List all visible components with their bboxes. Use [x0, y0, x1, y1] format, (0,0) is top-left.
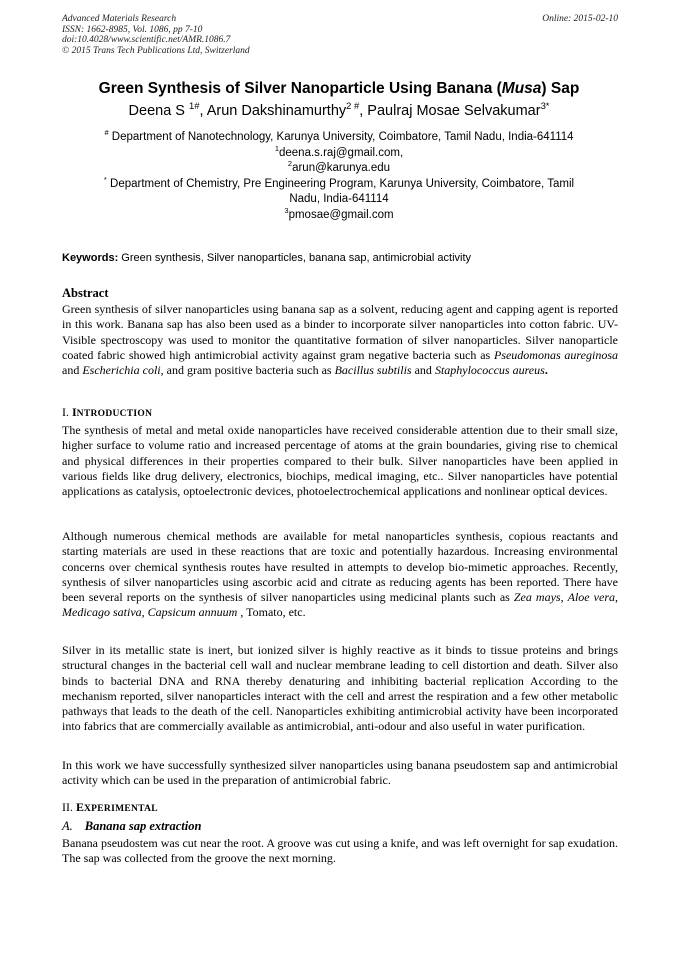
experimental-paragraph-1: Banana pseudostem was cut near the root. A groove was cut using a knife, and was left overnight for sap exudation. The sap was collected from the groove the next morning. — [62, 836, 618, 866]
intro-paragraph-4: In this work we have successfully synthesized silver nanoparticles using banana pseudostem sap and antimicrobial activity which can be used in the preparation of antimicrobial fabric. — [62, 758, 618, 788]
abstract-heading: Abstract — [62, 286, 109, 300]
author-name: Deena S — [128, 103, 189, 119]
email-3: $^3$pmosae@gmail.com — [284, 205, 394, 221]
keywords — [62, 252, 618, 264]
paper-title — [40, 80, 638, 98]
online-date: Online: 2015-02-10 — [542, 14, 618, 24]
affiliation-1: # Department of Nanotechnology, Karunya University, Coimbatore, Tamil Nadu, India-641114 — [104, 128, 574, 143]
journal-copyright: © 2015 Trans Tech Publications Ltd, Switzerland — [62, 45, 250, 56]
journal-doi: doi:10.4028/www.scientific.net/AMR.1086.7 — [62, 35, 231, 45]
author-sup: 2 # — [346, 100, 360, 112]
author-sup: 1# — [189, 100, 200, 112]
intro-paragraph-1: The synthesis of metal and metal oxide nanoparticles have received considerable attention due to their small size, higher surface to volume ratio and increased percentage of atoms at the grain boundaries, giving rise to chemical and physical differences in their properties compared to their bulk. Silver nanoparticles have been applied in various fields like drug delivery, electronics, biochips, medical imaging, etc.. Silver nanoparticles have potential applications as catalysis, optoelectronic devices, photoelectrochemical applications and nonlinear optical devices. — [62, 423, 618, 499]
intro-paragraph-2: Although numerous chemical methods are available for metal nanoparticles synthesis, copious reactants and starting materials are used in these reactions that are toxic and potentially hazardous. Increasing environmental concerns over chemical synthesis routes have resulted in attempts to develop bio-mimetic approaches. Recently, synthesis of silver nanoparticles using ascorbic acid and citrate as reducing agents has been reported. There have been several reports on the synthesis of silver nanoparticles using medicinal plants such as Zea mays, Aloe vera, Medicago sativa, Capsicum annuum , Tomato, etc. — [62, 529, 618, 620]
title-text-end: ) Sap — [541, 80, 580, 97]
author-sup: 3* — [540, 100, 550, 112]
keywords-text: Green synthesis, Silver nanoparticles, banana sap, antimicrobial activity — [118, 252, 472, 264]
author-name: , Paulraj Mosae Selvakumar — [359, 103, 541, 119]
section-heading-introduction: I. INTRODUCTION — [62, 405, 153, 419]
title-italic: Musa — [501, 80, 542, 97]
email-1: $^1$deena.s.raj@gmail.com, — [274, 143, 404, 159]
section-heading-experimental: II. EXPERIMENTAL — [62, 800, 158, 814]
journal-issn: ISSN: 1662-8985, Vol. 1086, pp 7-10 — [62, 24, 203, 35]
affiliation-2: * Department of Chemistry, Pre Engineering Program, Karunya University, Coimbatore, Tamil — [103, 174, 575, 190]
author-list — [40, 100, 638, 119]
subsection-heading-sap-extraction: A. Banana sap extraction — [62, 819, 202, 833]
keywords-label: Keywords: — [62, 252, 119, 264]
abstract-body: Green synthesis of silver nanoparticles using banana sap as a solvent, reducing agent and capping agent is reported in this work. Banana sap has also been used as a binder to incorporate silver nanoparticles into cotton fabric. UV-Visible spectroscopy was used to monitor the quantitative formation of silver nanoparticles. Silver nanoparticle coated fabric showed high antimicrobial activity against gram negative bacteria such as Pseudomonas aureginosa and Escherichia coli, and gram positive bacteria such as Bacillus subtilis and Staphylococcus aureus. — [62, 302, 618, 378]
email-2: $^2$arun@karunya.edu — [287, 159, 391, 174]
affiliation-2-cont: Nadu, India-641114 — [289, 193, 389, 205]
affiliations — [70, 130, 608, 223]
journal-name: Advanced Materials Research — [62, 14, 177, 24]
journal-header — [62, 14, 618, 56]
title-text: Green Synthesis of Silver Nanoparticle Using Banana ( — [98, 80, 502, 97]
intro-paragraph-3: Silver in its metallic state is inert, but ionized silver is highly reactive as it binds to tissue proteins and brings structural changes in the bacterial cell wall and nuclear membrane leading to cell distortion and death. Silver also binds to bacterial DNA and RNA thereby denaturing and inhibiting bacterial replication According to the mechanism reported, silver nanoparticles interact with the cell and arrest the respiration and a few other metabolic pathways that leads to the death of the cell. Nanoparticles exhibiting antimicrobial activity have been incorporated into fabrics that are commercially available as antimicrobial, anti-odour and also useful in water purification. — [62, 643, 618, 734]
author-name: , Arun Dakshinamurthy — [199, 103, 347, 119]
